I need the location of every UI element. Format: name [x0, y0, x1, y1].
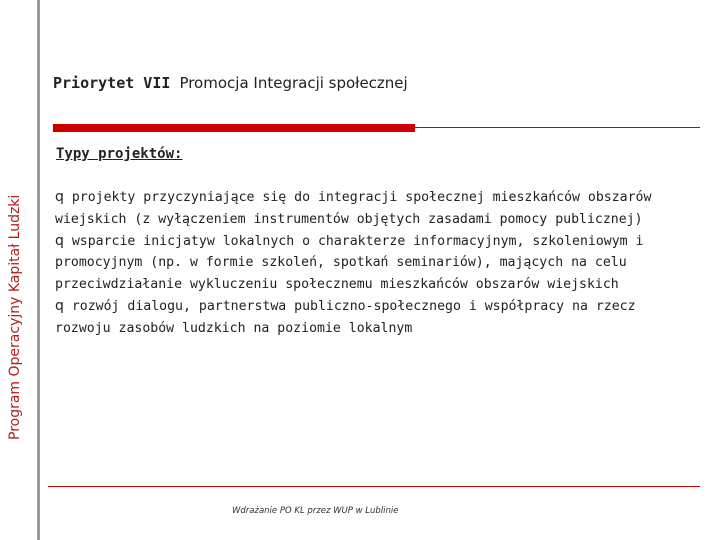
- title-priority: Priorytet VII: [53, 74, 171, 92]
- list-item-text: projekty przyczyniające się do integracji społecznej mieszkańców obszarów wiejskich (z wyłączeniem instrumentów objętych zasadami pomocy publicznej): [55, 190, 652, 227]
- footer-rule: [48, 486, 700, 487]
- list-item-text: rozwój dialogu, partnerstwa publiczno-społecznego i współpracy na rzecz rozwoju zasobów ludzkich na poziomie lokalnym: [55, 298, 636, 336]
- bullet-list: [55, 187, 695, 340]
- program-label: Program Operacyjny Kapitał Ludzki: [7, 194, 23, 440]
- red-accent-band: [53, 124, 415, 132]
- bullet-icon: q: [55, 232, 64, 249]
- footer-text: Wdrażanie PO KL przez WUP w Lublinie: [232, 506, 399, 516]
- title-subject: Promocja Integracji społecznej: [179, 74, 408, 92]
- bullet-icon: q: [55, 297, 64, 314]
- list-item-text: wsparcie inicjatyw lokalnych o charakterze informacyjnym, szkoleniowym i promocyjnym (np. w formie szkoleń, spotkań seminariów), mających na celu przeciwdziałanie wykluczeniu społecznemu mieszkańców obszarów wiejskich: [55, 233, 644, 293]
- section-heading: Typy projektów:: [56, 146, 183, 162]
- header-rule: [415, 127, 700, 128]
- page-title: [53, 74, 408, 92]
- list-item: [55, 187, 695, 231]
- bullet-icon: q: [55, 189, 64, 205]
- sidebar: [0, 0, 40, 540]
- list-item: [55, 296, 695, 340]
- list-item: [55, 231, 695, 296]
